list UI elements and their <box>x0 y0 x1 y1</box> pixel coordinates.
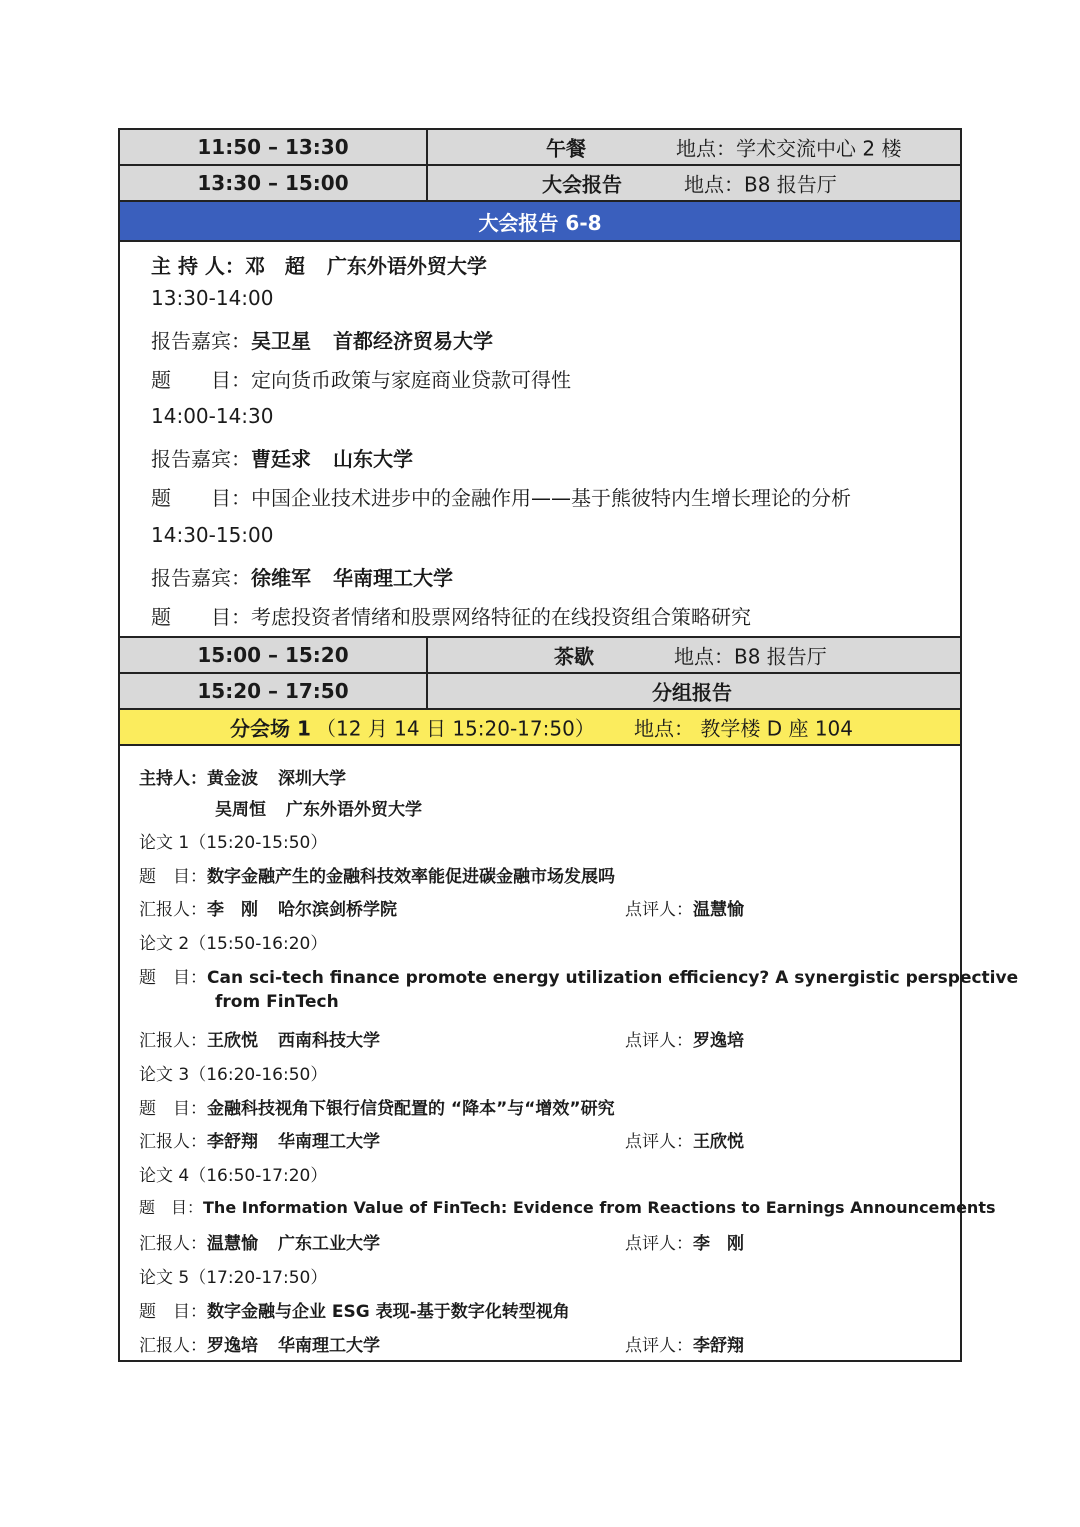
session-banner <box>120 710 960 746</box>
reporter-label: 汇报人： <box>139 900 207 920</box>
paper-reviewer-line <box>625 1229 744 1254</box>
reviewer-name: 温慧愉 <box>693 900 744 920</box>
reporter-org: 哈尔滨剑桥学院 <box>278 900 397 920</box>
title-label: 题 目： <box>151 605 251 629</box>
reporter-org: 广东工业大学 <box>278 1234 380 1254</box>
host-name: 黄金波 <box>207 769 258 789</box>
plenary-details <box>120 242 960 638</box>
reviewer-name: 李舒翔 <box>693 1336 744 1356</box>
slot-time: 11:50 – 13:30 <box>120 130 428 164</box>
reporter-name: 李舒翔 <box>207 1132 258 1152</box>
title-label: 题 目： <box>151 368 251 392</box>
speaker-name: 徐维军 <box>251 566 311 590</box>
paper-title-line <box>139 862 615 887</box>
reviewer-label: 点评人： <box>625 1336 693 1356</box>
reviewer-name: 王欣悦 <box>693 1132 744 1152</box>
slot-activity-cell <box>428 674 960 708</box>
paper-title: Can sci-tech finance promote energy utilization efficiency? A synergistic perspective <box>207 968 1019 988</box>
reviewer-label: 点评人： <box>625 900 693 920</box>
slot-activity: 午餐 <box>546 136 586 161</box>
time-slot-row <box>120 674 960 710</box>
slot-activity: 大会报告 <box>542 172 622 197</box>
speaker-name: 曹廷求 <box>251 447 311 471</box>
slot-location: 地点：学术交流中心 2 楼 <box>676 136 902 161</box>
paper-label: 论文 3（16:20-16:50） <box>139 1065 328 1085</box>
title-label: 题 目： <box>139 1198 204 1217</box>
talk-speaker-line <box>151 325 493 354</box>
paper-reviewer-line <box>625 1026 744 1051</box>
paper-title: The Information Value of FinTech: Evidence from Reactions to Earnings Announcements <box>203 1198 996 1217</box>
session-location: 地点： 教学楼 D 座 104 <box>634 716 854 741</box>
host-label: 主持人： <box>139 769 207 789</box>
talk-speaker-line <box>151 443 413 472</box>
paper-reporter-line <box>139 1229 380 1254</box>
title-label: 题 目： <box>151 486 251 510</box>
paper-reporter-line <box>139 1127 380 1152</box>
talk-time: 14:30-15:00 <box>151 523 274 547</box>
slot-location: 地点：B8 报告厅 <box>674 644 827 669</box>
paper-title-continued: from FinTech <box>215 992 339 1012</box>
plenary-banner: 大会报告 6-8 <box>120 202 960 242</box>
slot-location: 地点：B8 报告厅 <box>684 172 837 197</box>
paper-reviewer-line <box>625 895 744 920</box>
reporter-label: 汇报人： <box>139 1031 207 1051</box>
speaker-label: 报告嘉宾： <box>151 329 251 353</box>
reporter-name: 罗逸培 <box>207 1336 258 1356</box>
slot-time: 15:20 – 17:50 <box>120 674 428 708</box>
paper-label: 论文 2（15:50-16:20） <box>139 934 328 954</box>
slot-activity-cell <box>428 166 960 200</box>
paper-title: 数字金融与企业 ESG 表现-基于数字化转型视角 <box>207 1302 570 1322</box>
reporter-org: 华南理工大学 <box>278 1336 380 1356</box>
host-org: 广东外语外贸大学 <box>326 254 487 278</box>
reporter-name: 李 刚 <box>207 900 258 920</box>
session-name: 分会场 1 <box>230 716 311 741</box>
paper-title-line <box>139 963 1018 988</box>
paper-label: 论文 1（15:20-15:50） <box>139 833 328 853</box>
host-label: 主 持 人： <box>151 254 245 278</box>
title-label: 题 目： <box>139 1099 207 1119</box>
slot-activity-cell <box>428 130 960 164</box>
talk-time: 14:00-14:30 <box>151 404 274 428</box>
session-time: （12 月 14 日 15:20-17:50） <box>316 716 595 741</box>
reporter-label: 汇报人： <box>139 1336 207 1356</box>
paper-title-line <box>139 1297 570 1322</box>
schedule-table <box>118 128 1019 1362</box>
slot-activity: 分组报告 <box>652 680 732 705</box>
time-slot-row <box>120 638 960 674</box>
speaker-org: 山东大学 <box>333 447 413 471</box>
reviewer-label: 点评人： <box>625 1132 693 1152</box>
reporter-org: 华南理工大学 <box>278 1132 380 1152</box>
slot-activity-cell <box>428 638 960 672</box>
paper-reviewer-line <box>625 1331 744 1356</box>
reviewer-label: 点评人： <box>625 1031 693 1051</box>
speaker-org: 首都经济贸易大学 <box>333 329 493 353</box>
talk-title: 中国企业技术进步中的金融作用——基于熊彼特内生增长理论的分析 <box>251 486 851 510</box>
speaker-org: 华南理工大学 <box>333 566 453 590</box>
time-slot-row <box>120 166 960 202</box>
reporter-name: 王欣悦 <box>207 1031 258 1051</box>
talk-speaker-line <box>151 562 453 591</box>
slot-activity: 茶歇 <box>554 644 594 669</box>
talk-title-line <box>151 364 571 393</box>
paper-title-line <box>139 1094 615 1119</box>
paper-reporter-line <box>139 1026 380 1051</box>
talk-title-line <box>151 601 751 630</box>
paper-title-line <box>139 1195 996 1218</box>
session-details <box>120 746 1019 1360</box>
host-name: 邓 超 <box>244 254 305 278</box>
paper-title: 数字金融产生的金融科技效率能促进碳金融市场发展吗 <box>207 867 615 887</box>
talk-time: 13:30-14:00 <box>151 286 274 310</box>
paper-reporter-line <box>139 895 397 920</box>
host-org: 广东外语外贸大学 <box>286 800 422 820</box>
talk-title: 定向货币政策与家庭商业贷款可得性 <box>251 368 571 392</box>
paper-title: 金融科技视角下银行信贷配置的 “降本”与“增效”研究 <box>207 1099 615 1119</box>
slot-time: 15:00 – 15:20 <box>120 638 428 672</box>
reviewer-name: 罗逸培 <box>693 1031 744 1051</box>
speaker-label: 报告嘉宾： <box>151 566 251 590</box>
host-name: 吴周恒 <box>215 800 266 820</box>
title-label: 题 目： <box>139 867 207 887</box>
time-slot-row <box>120 130 960 166</box>
speaker-label: 报告嘉宾： <box>151 447 251 471</box>
reporter-org: 西南科技大学 <box>278 1031 380 1051</box>
title-label: 题 目： <box>139 968 207 988</box>
slot-time: 13:30 – 15:00 <box>120 166 428 200</box>
session-host-line <box>215 795 422 820</box>
host-org: 深圳大学 <box>278 769 346 789</box>
reviewer-name: 李 刚 <box>693 1234 744 1254</box>
paper-reviewer-line <box>625 1127 744 1152</box>
reporter-name: 温慧愉 <box>207 1234 258 1254</box>
paper-label: 论文 4（16:50-17:20） <box>139 1166 328 1186</box>
reporter-label: 汇报人： <box>139 1234 207 1254</box>
session-host-line <box>139 764 346 789</box>
reporter-label: 汇报人： <box>139 1132 207 1152</box>
talk-title-line <box>151 482 851 511</box>
plenary-host-line <box>151 250 487 279</box>
paper-label: 论文 5（17:20-17:50） <box>139 1268 328 1288</box>
paper-reporter-line <box>139 1331 380 1356</box>
talk-title: 考虑投资者情绪和股票网络特征的在线投资组合策略研究 <box>251 605 751 629</box>
title-label: 题 目： <box>139 1302 207 1322</box>
speaker-name: 吴卫星 <box>251 329 311 353</box>
reviewer-label: 点评人： <box>625 1234 693 1254</box>
